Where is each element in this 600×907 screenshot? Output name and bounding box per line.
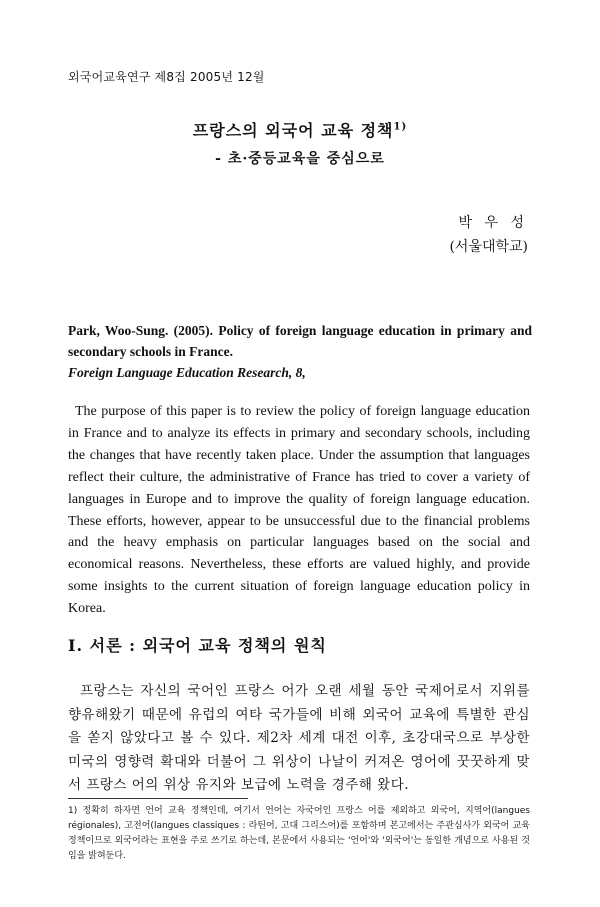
section-heading: I. 서론 : 외국어 교육 정책의 원칙 xyxy=(68,636,327,655)
title-footnote-mark[interactable]: 1) xyxy=(393,121,408,133)
citation-block xyxy=(68,320,532,383)
citation-reference: Park, Woo-Sung. (2005). Policy of foreign language education in primary and secondary schools in France. xyxy=(68,323,532,359)
citation-journal: Foreign Language Education Research, 8, xyxy=(68,365,306,380)
author-name: 박 우 성 xyxy=(458,215,528,231)
author-affiliation: (서울대학교) xyxy=(449,239,528,255)
abstract-paragraph: The purpose of this paper is to review the policy of foreign language education in France and to analyze its effects in primary and secondary schools, including the changes that have recently taken place. Under the assumption that languages reflect their culture, the administrative of France has tried to cover a variety of languages in Europe and to improve the quality of foreign language education. These efforts, however, appear to be unsuccessful due to the financial problems and the heavy emphasis on particular languages based on the social and economical reasons. Nevertheless, these efforts are valued highly, and provide some insights to the current situation of foreign language education policy in Korea. xyxy=(68,404,530,617)
article-title xyxy=(0,118,600,141)
body-paragraph: 프랑스는 자신의 국어인 프랑스 어가 오랜 세월 동안 국제어로서 지위를 향유해왔기 때문에 유럽의 여타 국가들에 비해 외국어 교육에 특별한 관심을 쏟지 않았다고 볼 수 있다. 제2차 세계 대전 이후, 초강대국으로 부상한 미국의 영향력 확대와 더불어 그 위상이 나날이 커져온 영어에 꿋꿋하게 맞서 프랑스 어의 위상 유지와 보급에 노력을 경주해 왔다. xyxy=(68,683,530,793)
footnote-divider xyxy=(68,798,248,799)
footnote: 1) 정확히 하자면 언어 교육 정책인데, 여기서 언어는 자국어인 프랑스 어를 제외하고 외국어, 지역어(langues régionales), 고전어(langues classiques : 라틴어, 고대 그리스어)를 포함하며 본고에서는 주관심사가 외국어 교육정책이므로 외국어라는 표현을 주로 쓰기로 하는데, 본문에서 사용되는 '언어'와 '외국어'는 동일한 개념으로 사용된 것임을 밝혀둔다. xyxy=(68,806,530,861)
journal-header: 외국어교육연구 제8집 2005년 12월 xyxy=(68,70,265,84)
article-subtitle: - 초·중등교육을 중심으로 xyxy=(215,151,385,167)
article-title-text: 프랑스의 외국어 교육 정책 xyxy=(192,121,394,140)
